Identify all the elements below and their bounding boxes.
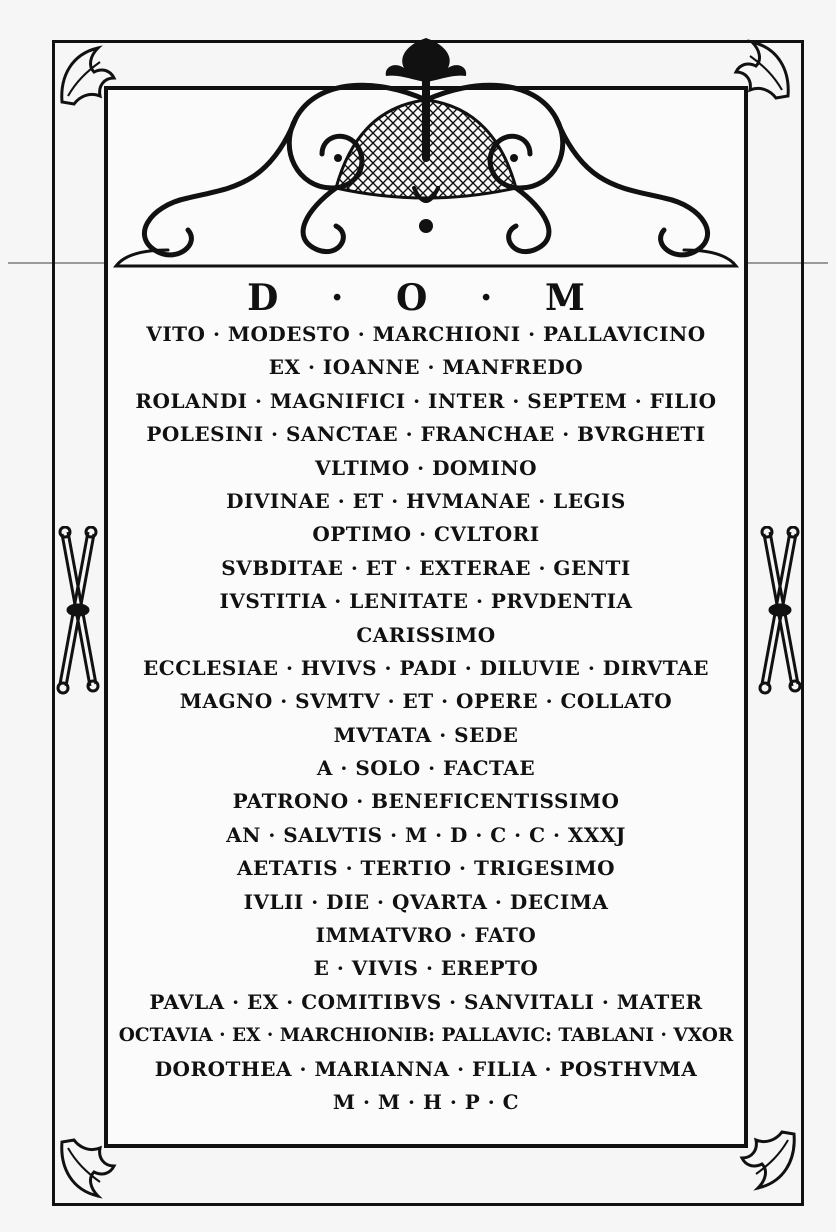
inscription-line: MVTATA · SEDE [333, 722, 519, 747]
inscription-text [110, 278, 742, 1119]
inscription-line: CARISSIMO [356, 622, 496, 647]
inscription-line: AETATIS · TERTIO · TRIGESIMO [236, 856, 616, 881]
inscription-line: A · SOLO · FACTAE [316, 756, 536, 781]
inscription-line: OCTAVIA · EX · MARCHIONIB: PALLAVIC: TABLANI · VXOR [118, 1025, 734, 1047]
inscription-line: DIVINAE · ET · HVMANAE · LEGIS [226, 488, 626, 513]
inscription-line: EX · IOANNE · MANFREDO [268, 355, 584, 380]
crossed-bones-icon [752, 526, 808, 696]
inscription-line: DOROTHEA · MARIANNA · FILIA · POSTHVMA [154, 1056, 698, 1081]
inscription-line: POLESINI · SANCTAE · FRANCHAE · BVRGHETI [146, 422, 706, 447]
inscription-line: PAVLA · EX · COMITIBVS · SANVITALI · MATER [149, 989, 703, 1014]
corner-leaf-icon [730, 36, 796, 102]
inscription-line: E · VIVIS · EREPTO [313, 956, 539, 981]
scroll-cartouche-icon [108, 38, 744, 270]
inscription-line: PATRONO · BENEFICENTISSIMO [232, 789, 620, 814]
crossed-bones-icon [50, 526, 106, 696]
inscription-line: VITO · MODESTO · MARCHIONI · PALLAVICINO [146, 322, 706, 346]
inscription-line: ECCLESIAE · HVIVS · PADI · DILUVIE · DIRVTAE [143, 655, 709, 680]
inscription-line: M · M · H · P · C [332, 1089, 520, 1114]
inscription-line: IMMATVRO · FATO [315, 923, 537, 948]
inscription-line: AN · SALVTIS · M · D · C · C · XXXJ [226, 822, 626, 847]
inscription-line: OPTIMO · CVLTORI [312, 522, 540, 547]
inscription-line: IVLII · DIE · QVARTA · DECIMA [243, 889, 609, 914]
dom-heading: D · O · M [247, 277, 605, 319]
corner-leaf-icon [54, 42, 120, 108]
corner-leaf-icon [54, 1136, 120, 1202]
inscription-line: MAGNO · SVMTV · ET · OPERE · COLLATO [179, 689, 673, 714]
inscription-line: SVBDITAE · ET · EXTERAE · GENTI [221, 555, 631, 580]
inscription-line: ROLANDI · MAGNIFICI · INTER · SEPTEM · FILIO [135, 388, 717, 413]
corner-leaf-icon [736, 1128, 802, 1194]
inscription-line: VLTIMO · DOMINO [314, 455, 538, 480]
inscription-line: IVSTITIA · LENITATE · PRVDENTIA [219, 589, 633, 614]
